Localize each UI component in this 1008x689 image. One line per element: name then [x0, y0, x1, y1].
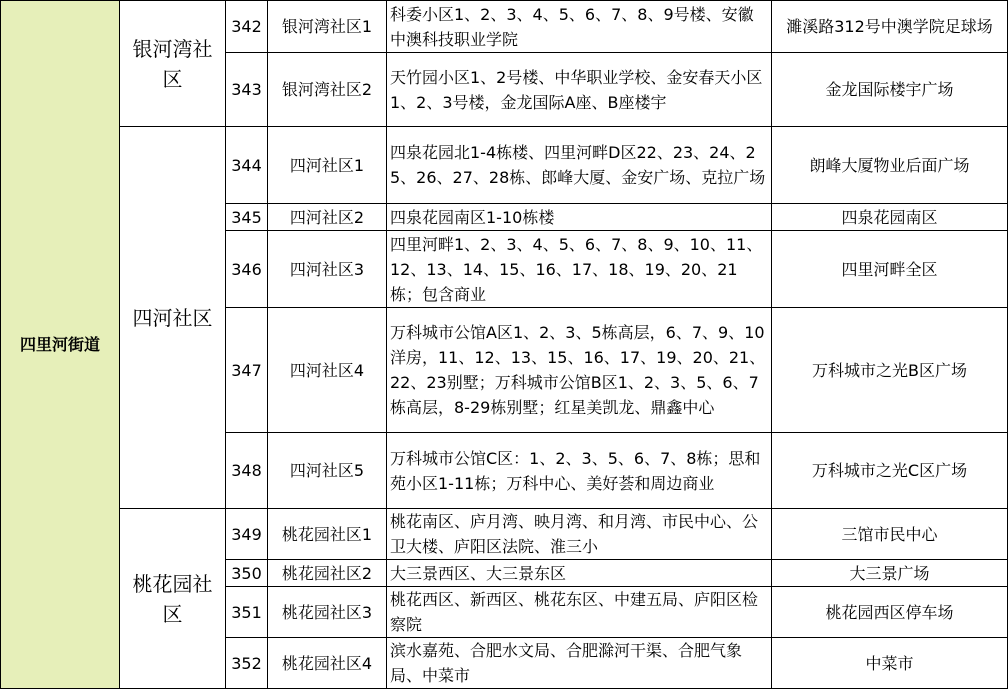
row-number: 343	[226, 53, 268, 127]
grid-name: 四河社区5	[268, 433, 387, 509]
grid-scope: 四里河畔1、2、3、4、5、6、7、8、9、10、11、12、13、14、15、16、17、18、19、20、21栋；包含商业	[387, 231, 772, 308]
row-number: 345	[226, 204, 268, 231]
site-location: 四里河畔全区	[772, 231, 1008, 308]
grid-name: 桃花园社区1	[268, 509, 387, 560]
grid-scope: 四泉花园北1-4栋楼、四里河畔D区22、23、24、25、26、27、28栋、郎峰大厦、金安广场、克拉广场	[387, 127, 772, 204]
table-row	[1, 509, 1008, 560]
grid-scope: 滨水嘉苑、合肥水文局、合肥滁河干渠、合肥气象局、中菜市	[387, 638, 772, 689]
row-number: 350	[226, 560, 268, 587]
row-number: 347	[226, 308, 268, 433]
site-location: 三馆市民中心	[772, 509, 1008, 560]
site-location: 濉溪路312号中澳学院足球场	[772, 1, 1008, 53]
community-cell: 四河社区	[120, 127, 226, 509]
row-number: 349	[226, 509, 268, 560]
row-number: 344	[226, 127, 268, 204]
grid-name: 银河湾社区1	[268, 1, 387, 53]
grid-scope: 天竹园小区1、2号楼、中华职业学校、金安春天小区1、2、3号楼，金龙国际A座、B座楼宇	[387, 53, 772, 127]
site-location: 四泉花园南区	[772, 204, 1008, 231]
row-number: 351	[226, 587, 268, 638]
grid-name: 桃花园社区4	[268, 638, 387, 689]
grid-name: 银河湾社区2	[268, 53, 387, 127]
grid-name: 四河社区4	[268, 308, 387, 433]
row-number: 348	[226, 433, 268, 509]
community-cell: 银河湾社区	[120, 1, 226, 127]
site-location: 万科城市之光C区广场	[772, 433, 1008, 509]
row-number: 342	[226, 1, 268, 53]
table-row	[1, 1, 1008, 53]
table-row	[1, 127, 1008, 204]
row-number: 346	[226, 231, 268, 308]
grid-name: 四河社区3	[268, 231, 387, 308]
grid-scope: 万科城市公馆C区：1、2、3、5、6、7、8栋；思和苑小区1-11栋；万科中心、美好荟和周边商业	[387, 433, 772, 509]
grid-scope: 四泉花园南区1-10栋楼	[387, 204, 772, 231]
street-name-cell: 四里河街道	[1, 1, 120, 689]
grid-name: 四河社区1	[268, 127, 387, 204]
grid-scope: 桃花南区、庐月湾、映月湾、和月湾、市民中心、公卫大楼、庐阳区法院、淮三小	[387, 509, 772, 560]
grid-name: 桃花园社区2	[268, 560, 387, 587]
site-location: 万科城市之光B区广场	[772, 308, 1008, 433]
site-location: 中菜市	[772, 638, 1008, 689]
row-number: 352	[226, 638, 268, 689]
grid-name: 四河社区2	[268, 204, 387, 231]
site-location: 朗峰大厦物业后面广场	[772, 127, 1008, 204]
grid-name: 桃花园社区3	[268, 587, 387, 638]
grid-scope: 桃花西区、新西区、桃花东区、中建五局、庐阳区检察院	[387, 587, 772, 638]
community-cell: 桃花园社区	[120, 509, 226, 689]
site-location: 大三景广场	[772, 560, 1008, 587]
grid-scope: 大三景西区、大三景东区	[387, 560, 772, 587]
grid-scope: 科委小区1、2、3、4、5、6、7、8、9号楼、安徽中澳科技职业学院	[387, 1, 772, 53]
site-location: 桃花园西区停车场	[772, 587, 1008, 638]
grid-scope: 万科城市公馆A区1、2、3、5栋高层，6、7、9、10洋房，11、12、13、15、16、17、19、20、21、22、23别墅；万科城市公馆B区1、2、3、5、6、7栋高层，8-29栋别墅；红星美凯龙、鼎鑫中心	[387, 308, 772, 433]
site-location: 金龙国际楼宇广场	[772, 53, 1008, 127]
